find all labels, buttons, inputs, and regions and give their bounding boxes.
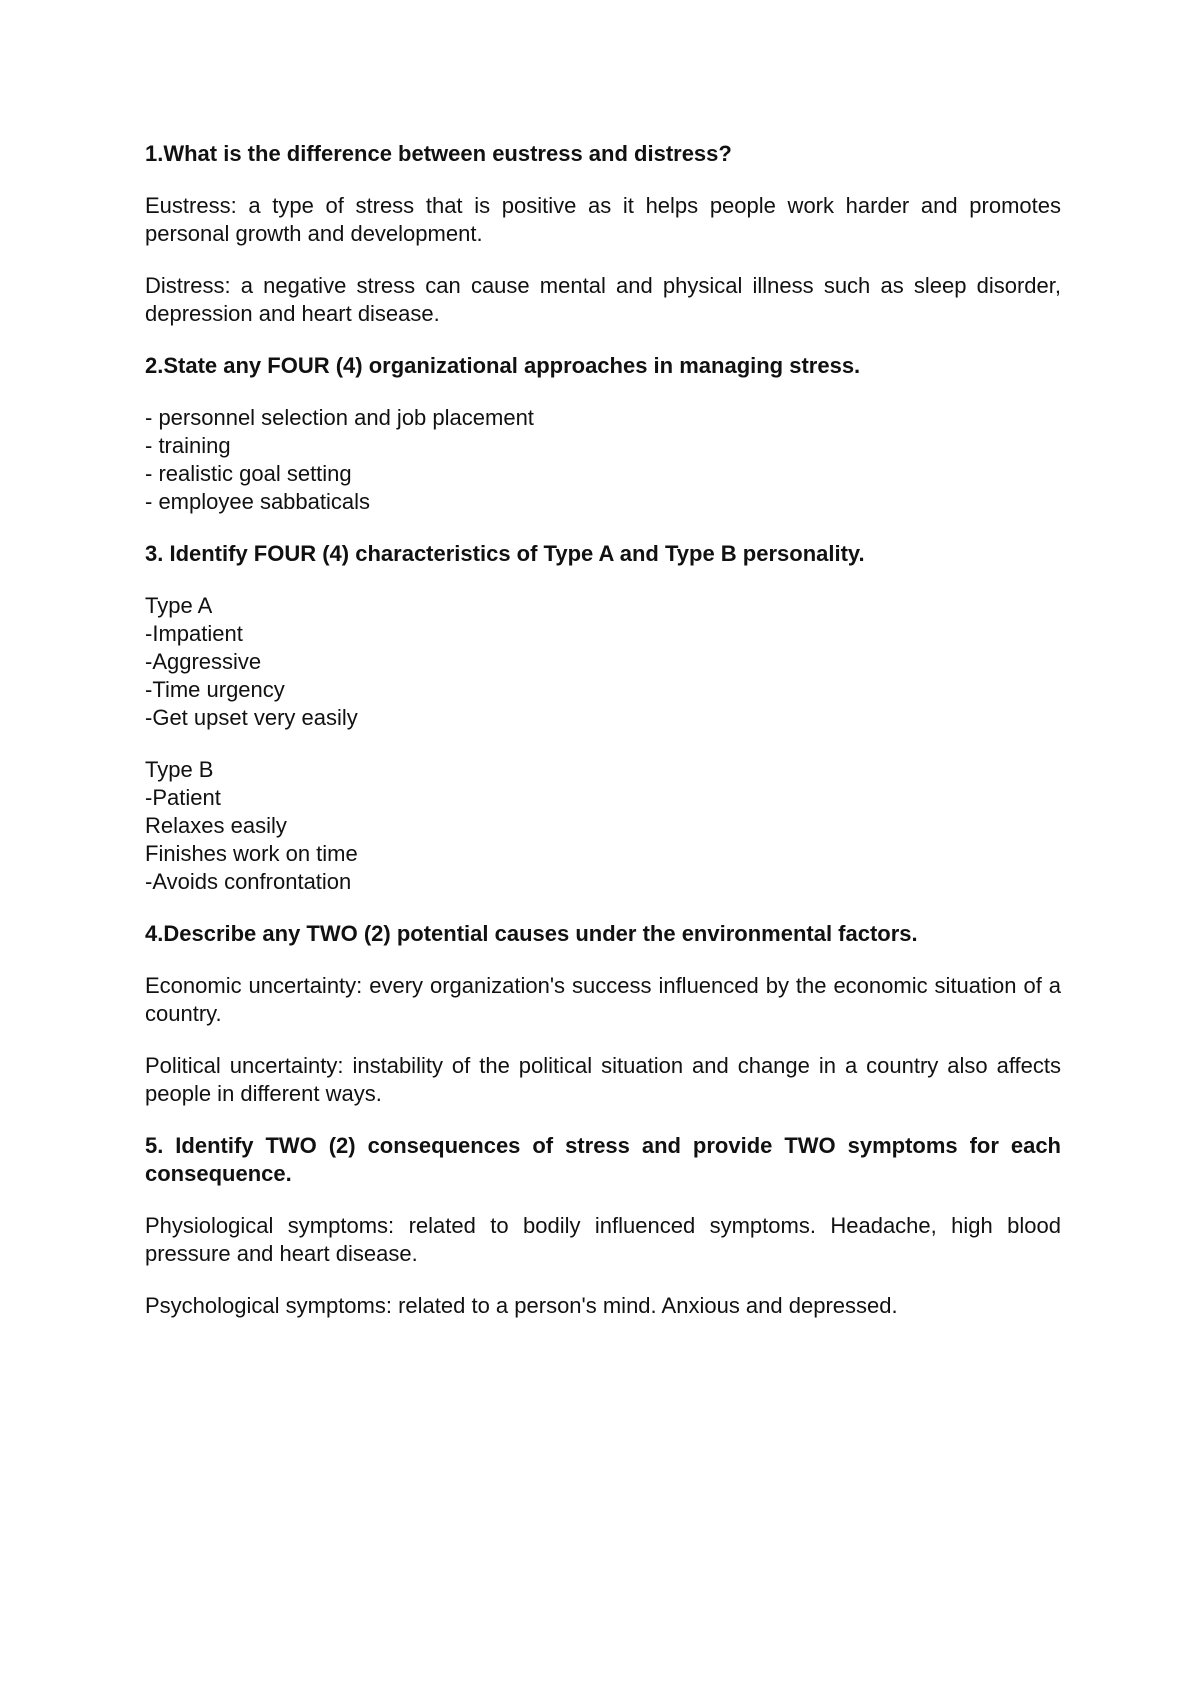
approaches-list <box>145 404 1061 516</box>
list-item: - realistic goal setting <box>145 461 352 486</box>
answer-distress: Distress: a negative stress can cause mental and physical illness such as sleep disorder, depression and heart disease. <box>145 273 1061 326</box>
question-3-heading: 3. Identify FOUR (4) characteristics of Type A and Type B personality. <box>145 541 865 566</box>
list-item: - training <box>145 433 231 458</box>
document-page <box>145 140 1061 1344</box>
list-item: -Time urgency <box>145 677 285 702</box>
question-2-section <box>145 352 1061 516</box>
list-item: -Patient <box>145 785 221 810</box>
list-item: -Aggressive <box>145 649 262 674</box>
list-item: - personnel selection and job placement <box>145 405 534 430</box>
answer-political-uncertainty: Political uncertainty: instability of the political situation and change in a country also affects people in different ways. <box>145 1053 1061 1106</box>
list-item: -Impatient <box>145 621 243 646</box>
type-a-list <box>145 592 1061 732</box>
type-b-list <box>145 756 1061 896</box>
question-3-section <box>145 540 1061 896</box>
type-b-heading: Type B <box>145 757 214 782</box>
question-5-heading: 5. Identify TWO (2) consequences of stress and provide TWO symptoms for each consequence. <box>145 1133 1061 1186</box>
answer-eustress: Eustress: a type of stress that is positive as it helps people work harder and promotes personal growth and development. <box>145 193 1061 246</box>
list-item: -Avoids confrontation <box>145 869 352 894</box>
question-1-heading: 1.What is the difference between eustress and distress? <box>145 141 732 166</box>
list-item: - employee sabbaticals <box>145 489 371 514</box>
list-item: -Get upset very easily <box>145 705 358 730</box>
answer-physiological-symptoms: Physiological symptoms: related to bodily influenced symptoms. Headache, high blood pressure and heart disease. <box>145 1213 1061 1266</box>
list-item: Finishes work on time <box>145 841 358 866</box>
answer-economic-uncertainty: Economic uncertainty: every organization's success influenced by the economic situation of a country. <box>145 973 1061 1026</box>
type-a-heading: Type A <box>145 593 213 618</box>
question-5-section <box>145 1132 1061 1320</box>
question-4-heading: 4.Describe any TWO (2) potential causes under the environmental factors. <box>145 921 918 946</box>
question-2-heading: 2.State any FOUR (4) organizational approaches in managing stress. <box>145 353 861 378</box>
answer-psychological-symptoms: Psychological symptoms: related to a person's mind. Anxious and depressed. <box>145 1293 898 1318</box>
question-4-section <box>145 920 1061 1108</box>
list-item: Relaxes easily <box>145 813 287 838</box>
question-1-section <box>145 140 1061 328</box>
